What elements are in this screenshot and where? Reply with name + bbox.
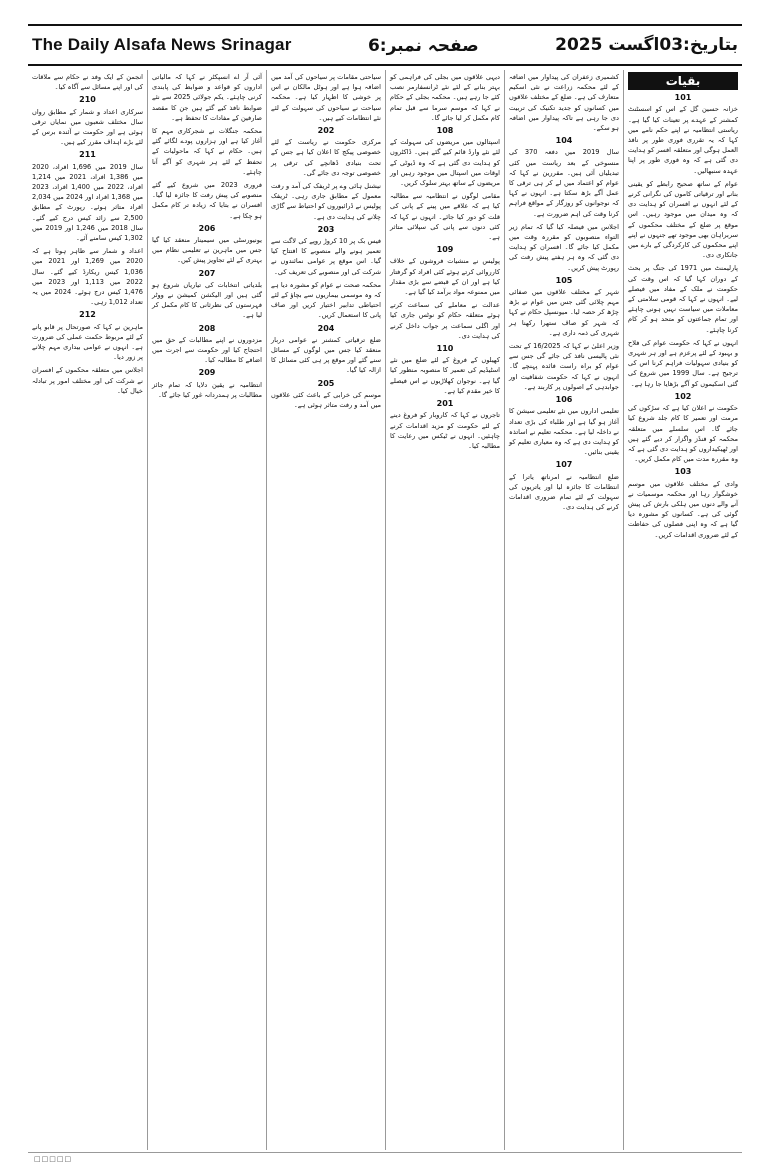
article-number: 109	[436, 245, 454, 255]
article-text: بلدیاتی انتخابات کی تیاریاں شروع ہو گئی ہیں اور الیکشن کمیشن نے ووٹر فہرستوں کی نظرثانی کا کام مکمل کر لیا ہے۔	[152, 280, 262, 320]
article-text: سال 2019 میں دفعہ 370 کی منسوخی کے بعد ریاست میں کئی تبدیلیاں آئی ہیں۔ مقررین نے کہا کہ عوام کو اعتماد میں لے کر ہی ترقی کا عمل آگے بڑھ سکتا ہے۔ انہوں نے کہا کہ نوجوانوں کو روزگار کے مواقع فراہم کرنا وقت کی اہم ضرورت ہے۔	[509, 148, 620, 218]
newspaper-title: The Daily Alsafa News Srinagar	[32, 35, 292, 54]
page-number: صفحہ نمبر:6	[367, 35, 479, 56]
article-text: اجلاس میں متعلقہ محکموں کے افسران نے شرکت کی اور مختلف امور پر تبادلہ خیال کیا۔	[32, 366, 143, 395]
column-4	[266, 70, 385, 1150]
article-text: سیاحتی مقامات پر سیاحوں کی آمد میں اضافہ ہوا ہے اور ہوٹل مالکان نے اس پر خوشی کا اظہار کیا ہے۔ محکمہ سیاحت نے سیاحوں کی سہولت کے لئے نئے انتظامات کیے ہیں۔	[271, 73, 381, 122]
article-number: 209	[198, 368, 216, 378]
article-text: عوام کے ساتھ صحیح رابطے کو یقینی بنانے اور ترقیاتی کاموں کی نگرانی کرنے کے لئے انہوں نے افسران کو ہدایت دی کہ وہ میدان میں موجود رہیں۔ اس موقع پر ضلع کے مختلف محکموں کے سربراہان بھی موجود تھے جنہوں نے اپنے اپنے محکموں کی کارکردگی کے بارے میں جانکاری دی۔	[628, 179, 738, 260]
article-number: 101	[674, 93, 692, 103]
article-text: انجمن کے ایک وفد نے حکام سے ملاقات کی اور اپنے مسائل سے آگاہ کیا۔	[32, 73, 143, 92]
column-2	[504, 70, 623, 1150]
article-text: نیشنل ہائی وے پر ٹریفک کی آمد و رفت معمول کے مطابق جاری رہی۔ ٹریفک پولیس نے ڈرائیوروں کو احتیاط سے گاڑی چلانے کی ہدایت دی ہے۔	[271, 182, 381, 221]
article-text: وزیر اعلیٰ نے کہا کہ 16/2025 کے تحت نئی پالیسی نافذ کی جائے گی جس سے عوام کو براہ راست فائدہ پہنچے گا۔ انہوں نے کہا کہ حکومت شفافیت اور جوابدہی کے اصولوں پر کاربند ہے۔	[509, 342, 620, 391]
article-text: موسم کی خرابی کے باعث کئی علاقوں میں آمد و رفت متاثر ہوئی ہے۔	[271, 390, 381, 410]
article-number: 107	[555, 460, 573, 470]
article-number: 208	[198, 323, 216, 333]
article-text: تاجروں نے کہا کہ کاروبار کو فروغ دینے کے لئے حکومت کو مزید اقدامات کرنے چاہئیں۔ انہوں نے ٹیکس میں رعایت کا مطالبہ کیا۔	[390, 411, 500, 450]
article-text: اعداد و شمار سے ظاہر ہوتا ہے کہ 2020 میں 1,269 اور 2021 میں 1,036 کیس ریکارڈ کیے گئے۔ سال 2022 میں 1,113 اور 2023 میں 1,476 کیس درج ہوئے۔ 2024 میں یہ تعداد 1,012 رہی۔	[32, 247, 143, 307]
article-number: 207	[198, 268, 216, 278]
article-text: ضلع انتظامیہ نے امرناتھ یاترا کے انتظامات کا جائزہ لیا اور یاتریوں کی سہولت کے لئے تمام ضروری اقدامات کرنے کی ہدایت دی۔	[509, 472, 619, 512]
article-text: کشمیری زعفران کی پیداوار میں اضافہ کے لئے محکمہ زراعت نے نئی اسکیم متعارف کی ہے۔ ضلع کے مختلف علاقوں میں کسانوں کو جدید تکنیک کی تربیت دی جا رہی ہے تاکہ پیداوار میں اضافہ ہو سکے۔	[509, 73, 619, 133]
article-text: مزدوروں نے اپنے مطالبات کے حق میں احتجاج کیا اور حکومت سے اجرت میں اضافے کا مطالبہ کیا۔	[152, 335, 262, 365]
article-text: فیس بک پر 10 کروڑ روپے کی لاگت سے تعمیر ہونے والے منصوبے کا افتتاح کیا گیا۔ اس موقع پر عوامی نمائندوں نے شرکت کی اور منصوبے کی تعریف کی۔	[271, 237, 382, 276]
article-text: مقامی لوگوں نے انتظامیہ سے مطالبہ کیا ہے کہ علاقے میں پینے کے پانی کی قلت کو دور کیا جائے۔ انہوں نے کہا کہ کئی دنوں سے پانی کی سپلائی متاثر ہے۔	[390, 192, 500, 242]
article-number: 104	[555, 136, 573, 146]
article-text: محکمہ صحت نے عوام کو مشورہ دیا ہے کہ وہ موسمی بیماریوں سے بچاؤ کے لئے احتیاطی تدابیر اختیار کریں اور صاف پانی کا استعمال کریں۔	[271, 280, 381, 320]
article-number: 108	[436, 126, 454, 136]
column-6	[28, 70, 147, 1150]
article-text: خزانہ حسین گل کے اس کو اسسٹنٹ کمشنر کے عہدے پر تعینات کیا گیا ہے۔ ریاستی انتظامیہ نے اپنے حکم نامے میں کہا کہ یہ تقرری فوری طور پر نافذ العمل ہوگی اور متعلقہ افسر کو ہدایت دی گئی ہے کہ وہ فوری طور پر اپنا عہدہ سنبھالیں۔	[628, 105, 738, 175]
article-text: سال 2019 میں 1,696 افراد، 2020 میں 1,386 افراد، 2021 میں 1,214 افراد، 2022 میں 1,400 افراد، 2023 میں 1,368 افراد اور 2024 میں 2,034 افراد متاثر ہوئے۔ رپورٹ کے مطابق 2,500 سے زائد کیس درج کیے گئے۔ سال 2018 میں 1,246 اور 2019 میں 1,302 کیس سامنے آئے۔	[32, 162, 144, 243]
article-text: آئی آر اے انسپکٹر نے کہا کہ مالیاتی اداروں کو قواعد و ضوابط کی پابندی کرنی چاہئے۔ یکم جولائی 2025 سے نئے ضوابط نافذ کیے گئے ہیں جن کا مقصد صارفین کے مفادات کا تحفظ ہے۔	[152, 73, 262, 122]
article-number: 212	[79, 310, 96, 320]
article-text: دیہی علاقوں میں بجلی کی فراہمی کو بہتر بنانے کے لئے نئے ٹرانسفارمر نصب کئے جا رہے ہیں۔ محکمہ بجلی کے حکام نے کہا کہ موسم سرما سے قبل تمام کام مکمل کر لیا جائے گا۔	[390, 73, 500, 122]
article-text: کھیلوں کے فروغ کے لئے ضلع میں نئے اسٹیڈیم کی تعمیر کا منصوبہ منظور کیا گیا ہے۔ نوجوان کھلاڑیوں نے اس فیصلے کا خیر مقدم کیا ہے۔	[390, 356, 500, 395]
article-number: 110	[436, 344, 454, 354]
article-number: 210	[79, 95, 96, 105]
article-text: پارلیمنٹ میں 1971 کی جنگ پر بحث کے دوران کہا گیا کہ اس وقت کی حکومت نے ملک کے مفاد میں فیصلے لیے۔ انہوں نے کہا کہ قومی سلامتی کے معاملات میں سیاست نہیں ہونی چاہئے اور تمام جماعتوں کو متحد ہو کر کام کرنا چاہئے۔	[628, 264, 738, 334]
article-text: اسپتالوں میں مریضوں کی سہولت کے لئے نئے وارڈ قائم کیے گئے ہیں۔ ڈاکٹروں کو ہدایت دی گئی ہے کہ وہ ڈیوٹی کے اوقات میں اسپتال میں موجود رہیں اور مریضوں کے ساتھ بہتر سلوک کریں۔	[390, 138, 500, 188]
article-text: مرکزی حکومت نے ریاست کے لئے خصوصی پیکج کا اعلان کیا ہے جس کے تحت بنیادی ڈھانچے کی ترقی پر خصوصی توجہ دی جائے گی۔	[271, 138, 381, 177]
article-text: تعلیمی اداروں میں نئے تعلیمی سیشن کا آغاز ہو گیا ہے اور طلباء کی بڑی تعداد نے داخلہ لیا ہے۔ محکمہ تعلیم نے اساتذہ کو ہدایت دی ہے کہ وہ معیاری تعلیم کو یقینی بنائیں۔	[509, 407, 619, 457]
article-number: 102	[674, 391, 692, 401]
article-number: 205	[317, 378, 335, 388]
page-footer	[28, 1152, 742, 1166]
article-text: سرکاری اعداد و شمار کے مطابق رواں سال مختلف شعبوں میں نمایاں ترقی ہوئی ہے اور حکومت نے آئندہ برس کے لئے بڑے اہداف مقرر کیے ہیں۔	[32, 107, 143, 147]
issue-date: بتاریخ:03اگست 2025	[555, 35, 738, 55]
article-text: وادی کے مختلف علاقوں میں موسم خوشگوار رہا اور محکمہ موسمیات نے آنے والے دنوں میں ہلکی بارش کی پیش گوئی کی ہے۔ کسانوں کو مشورہ دیا گیا ہے کہ وہ اپنی فصلوں کی حفاظت کے لئے ضروری اقدامات کریں۔	[628, 479, 738, 539]
article-columns	[28, 70, 742, 1150]
column-1	[623, 70, 742, 1150]
article-text: پولیس نے منشیات فروشوں کے خلاف کارروائی کرتے ہوئے کئی افراد کو گرفتار کیا ہے اور ان کے قبضے سے بڑی مقدار میں ممنوعہ مواد برآمد کیا گیا ہے۔	[390, 257, 500, 297]
article-number: 201	[436, 399, 454, 409]
article-number: 206	[198, 223, 216, 233]
article-number: 106	[555, 395, 573, 405]
article-text: انہوں نے کہا کہ حکومت عوام کی فلاح و بہبود کے لئے پرعزم ہے اور ہر شہری کو بنیادی سہولیات فراہم کرنا اس کی ترجیح ہے۔ سال 1999 میں شروع کی گئی اسکیموں کو آگے بڑھایا جا رہا ہے۔	[628, 338, 738, 388]
article-text: فروری 2023 میں شروع کیے گئے منصوبے کی پیش رفت کا جائزہ لیا گیا۔ افسران نے بتایا کہ زیادہ تر کام مکمل ہو چکا ہے۔	[152, 181, 262, 220]
article-text: حکومت نے اعلان کیا ہے کہ سڑکوں کی مرمت اور تعمیر کا کام جلد شروع کیا جائے گا۔ اس سلسلے میں متعلقہ محکمہ کو فنڈز واگزار کر دیے گئے ہیں اور ٹھیکیداروں کو ہدایت دی گئی ہے کہ وہ مقررہ مدت میں کام مکمل کریں۔	[628, 404, 738, 464]
article-number: 204	[317, 323, 335, 333]
article-text: اجلاس میں فیصلہ کیا گیا کہ تمام زیر التواء منصوبوں کو مقررہ وقت میں مکمل کیا جائے گا۔ افسران کو ہدایت دی گئی کہ وہ ہر ہفتے پیش رفت کی رپورٹ پیش کریں۔	[509, 222, 619, 272]
masthead	[28, 24, 742, 66]
article-number: 203	[317, 224, 335, 234]
article-number: 202	[317, 126, 335, 136]
section-banner: بقیات	[628, 72, 738, 90]
article-number: 105	[555, 275, 573, 285]
article-text: ضلع ترقیاتی کمشنر نے عوامی دربار منعقد کیا جس میں لوگوں کے مسائل سنے گئے اور موقع پر ہی کئی مسائل کا ازالہ کیا گیا۔	[271, 335, 381, 375]
article-number: 103	[674, 467, 692, 477]
article-text: ماہرین نے کہا کہ صورتحال پر قابو پانے کے لئے مربوط حکمت عملی کی ضرورت ہے۔ انہوں نے عوامی بیداری مہم چلانے پر زور دیا۔	[32, 322, 143, 362]
column-3	[385, 70, 504, 1150]
article-number: 211	[79, 150, 96, 160]
article-text: شہر کے مختلف علاقوں میں صفائی مہم چلائی گئی جس میں عوام نے بڑھ چڑھ کر حصہ لیا۔ میونسپل حکام نے کہا کہ شہر کو صاف ستھرا رکھنا ہر شہری کی ذمہ داری ہے۔	[509, 288, 619, 337]
article-text: انتظامیہ نے یقین دلایا کہ تمام جائز مطالبات پر ہمدردانہ غور کیا جائے گا۔	[152, 380, 262, 399]
article-text: محکمہ جنگلات نے شجرکاری مہم کا آغاز کیا ہے اور ہزاروں پودے لگائے گئے ہیں۔ حکام نے کہا کہ ماحولیات کے تحفظ کے لئے ہر شہری کو آگے آنا چاہئے۔	[152, 127, 262, 176]
column-5	[147, 70, 266, 1150]
footer-mark: □□□□□	[34, 1155, 73, 1163]
article-text: یونیورسٹی میں سیمینار منعقد کیا گیا جس میں ماہرین نے تعلیمی نظام میں بہتری کے لئے تجاویز پیش کیں۔	[152, 236, 262, 265]
article-text: عدالت نے معاملے کی سماعت کرتے ہوئے متعلقہ حکام کو نوٹس جاری کیا اور اگلی سماعت پر جواب داخل کرنے کی ہدایت دی۔	[390, 301, 500, 340]
